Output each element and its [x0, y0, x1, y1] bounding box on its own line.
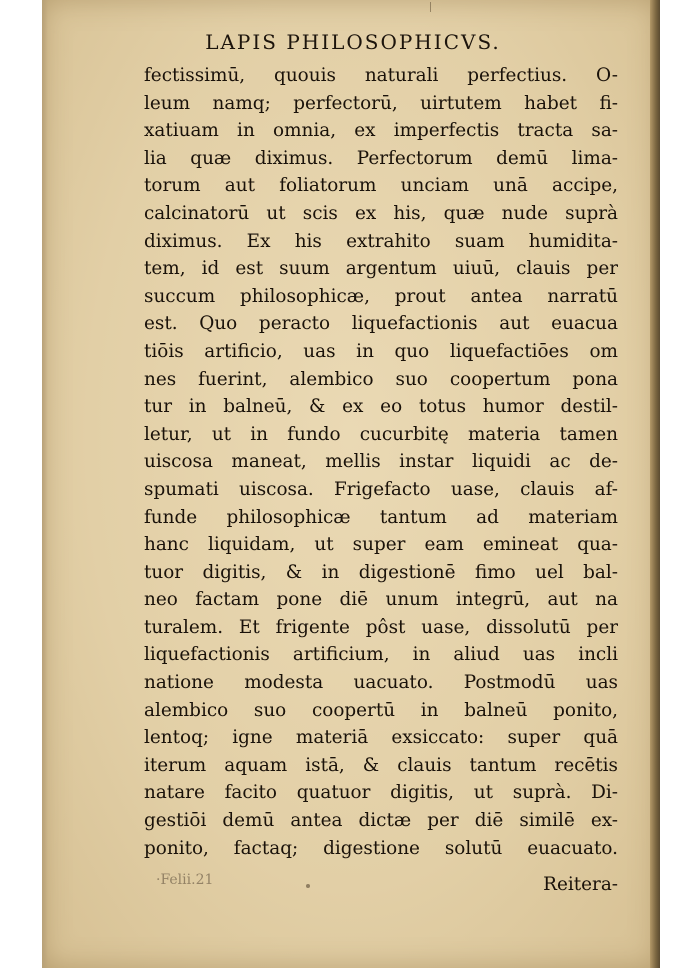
text-line: xatiuam in omnia, ex imperfectis tracta sa- — [144, 120, 618, 142]
text-line: alembico suo coopertū in balneū ponito, — [144, 699, 618, 721]
text-line: natione modesta uacuato. Postmodū uas — [144, 672, 618, 694]
text-line: tur in balneū, & ex eo totus humor destil- — [144, 396, 618, 418]
text-line: natare facito quatuor digitis, ut suprà. Di- — [144, 782, 618, 804]
text-line: lentoq; igne materiā exsiccato: super quā — [144, 727, 618, 749]
catchword: Reitera- — [543, 874, 618, 895]
text-line: tuor digitis, & in digestionē fimo uel bal- — [144, 561, 618, 583]
text-line: lia quæ diximus. Perfectorum demū lima- — [144, 147, 618, 169]
text-line: est. Quo peracto liquefactionis aut euacua — [144, 313, 618, 335]
text-line: funde philosophicæ tantum ad materiam — [144, 506, 618, 528]
running-head: LAPIS PHILOSOPHICVS. — [205, 30, 501, 54]
text-line: ponito, factaq; digestione solutū euacuato. — [144, 837, 618, 859]
text-line: calcinatorū ut scis ex his, quæ nude suprà — [144, 202, 618, 224]
text-line: diximus. Ex his extrahito suam humidita- — [144, 230, 618, 252]
text-line: hanc liquidam, ut super eam emineat qua- — [144, 534, 618, 556]
body-text — [144, 62, 618, 862]
text-line: neo factam pone diē unum integrū, aut na — [144, 589, 618, 611]
text-line: liquefactionis artificium, in aliud uas incli — [144, 644, 618, 666]
text-line: turalem. Et frigente pôst uase, dissolutū per — [144, 616, 618, 638]
text-line: leum namq; perfectorū, uirtutem habet fi- — [144, 92, 618, 114]
text-line: fectissimū, quouis naturali perfectius. O- — [144, 65, 618, 86]
text-line: iterum aquam istā, & clauis tantum recētis — [144, 754, 618, 776]
signature-mark: ·Felii.21 — [156, 872, 214, 888]
text-line: spumati uiscosa. Frigefacto uase, clauis af- — [144, 478, 618, 500]
text-line: uiscosa maneat, mellis instar liquidi ac de- — [144, 451, 618, 473]
text-line: tiōis artificio, uas in quo liquefactiōes om — [144, 340, 618, 362]
page-left-edge — [42, 0, 48, 968]
text-line: torum aut foliatorum unciam unā accipe, — [144, 175, 618, 197]
fold-mark — [430, 2, 431, 12]
text-line: gestiōi demū antea dictæ per diē similē ex- — [144, 810, 618, 832]
text-line: tem, id est suum argentum uiuū, clauis per — [144, 258, 618, 280]
ink-speck — [306, 884, 310, 888]
text-line: nes fuerint, alembico suo coopertum pona — [144, 368, 618, 390]
page-right-edge — [650, 0, 660, 968]
text-line: succum philosophicæ, prout antea narratū — [144, 285, 618, 307]
text-line: letur, ut in fundo cucurbitę materia tamen — [144, 423, 618, 445]
